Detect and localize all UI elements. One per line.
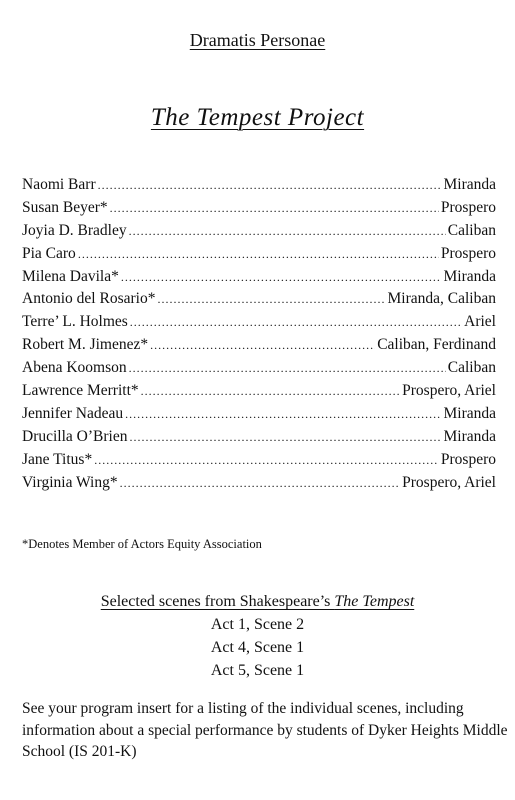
dot-leader <box>141 384 401 399</box>
program-insert-note: See your program insert for a listing of the individual scenes, including information about a special performance by students of Dyker Heights Middle School (IS 201-K) <box>22 700 508 760</box>
cast-row <box>22 222 496 245</box>
cast-role: Miranda <box>443 176 496 193</box>
cast-name: Robert M. Jimenez* <box>22 336 149 354</box>
cast-role: Ariel <box>464 313 496 331</box>
dot-leader <box>121 270 442 285</box>
dot-leader <box>78 247 439 262</box>
cast-name: Pia Caro <box>22 244 76 262</box>
cast-name: Milena Davila* <box>22 267 119 285</box>
cast-role: Prospero, Ariel <box>402 382 496 400</box>
cast-name: Naomi Barr <box>22 176 96 193</box>
cast-row <box>22 428 496 451</box>
scenes-heading <box>0 590 515 613</box>
cast-role: Miranda <box>443 427 496 445</box>
cast-name: Abena Koomson <box>22 359 127 377</box>
dot-leader <box>98 178 442 193</box>
dot-leader <box>120 476 401 491</box>
cast-list <box>22 176 496 496</box>
cast-row <box>22 199 496 222</box>
scenes-section <box>0 590 515 682</box>
cast-row <box>22 336 496 359</box>
dot-leader <box>150 338 375 353</box>
cast-row <box>22 176 496 199</box>
page-heading: Dramatis Personae <box>189 30 326 50</box>
dot-leader <box>110 201 439 216</box>
cast-name: Virginia Wing* <box>22 473 118 491</box>
dot-leader <box>130 315 462 330</box>
cast-role: Miranda <box>443 404 496 422</box>
cast-row <box>22 474 496 497</box>
cast-name: Jane Titus* <box>22 450 93 468</box>
scene-item: Act 1, Scene 2 <box>210 616 305 633</box>
cast-name: Susan Beyer* <box>22 198 108 216</box>
cast-name: Joyia D. Bradley <box>22 221 127 239</box>
cast-row <box>22 451 496 474</box>
scenes-heading-prefix: Selected scenes from Shakespeare’s <box>100 593 335 610</box>
project-title: The Tempest Project <box>150 104 365 131</box>
cast-row <box>22 313 496 336</box>
dot-leader <box>129 224 446 239</box>
cast-role: Caliban <box>447 359 496 377</box>
cast-role: Caliban, Ferdinand <box>377 336 496 354</box>
cast-name: Antonio del Rosario* <box>22 290 156 308</box>
dot-leader <box>94 453 439 468</box>
cast-name: Terre’ L. Holmes <box>22 313 128 331</box>
cast-row <box>22 382 496 405</box>
dot-leader <box>129 430 441 445</box>
equity-footnote: *Denotes Member of Actors Equity Association <box>22 537 262 551</box>
cast-row <box>22 359 496 382</box>
cast-row <box>22 268 496 291</box>
cast-role: Prospero <box>440 450 496 468</box>
cast-role: Prospero, Ariel <box>402 473 496 491</box>
dot-leader <box>125 407 441 422</box>
cast-row <box>22 405 496 428</box>
dot-leader <box>157 292 385 307</box>
cast-row <box>22 290 496 313</box>
scene-item: Act 5, Scene 1 <box>210 662 305 679</box>
cast-name: Drucilla O’Brien <box>22 427 128 445</box>
cast-role: Miranda <box>443 267 496 285</box>
scenes-heading-title: The Tempest <box>334 593 415 610</box>
cast-role: Prospero <box>440 198 496 216</box>
cast-name: Lawrence Merritt* <box>22 382 139 400</box>
cast-role: Miranda, Caliban <box>387 290 496 308</box>
cast-row <box>22 245 496 268</box>
cast-role: Prospero <box>440 244 496 262</box>
scene-item: Act 4, Scene 1 <box>210 639 305 656</box>
cast-name: Jennifer Nadeau <box>22 404 124 422</box>
dot-leader <box>129 361 446 376</box>
cast-role: Caliban <box>447 221 496 239</box>
